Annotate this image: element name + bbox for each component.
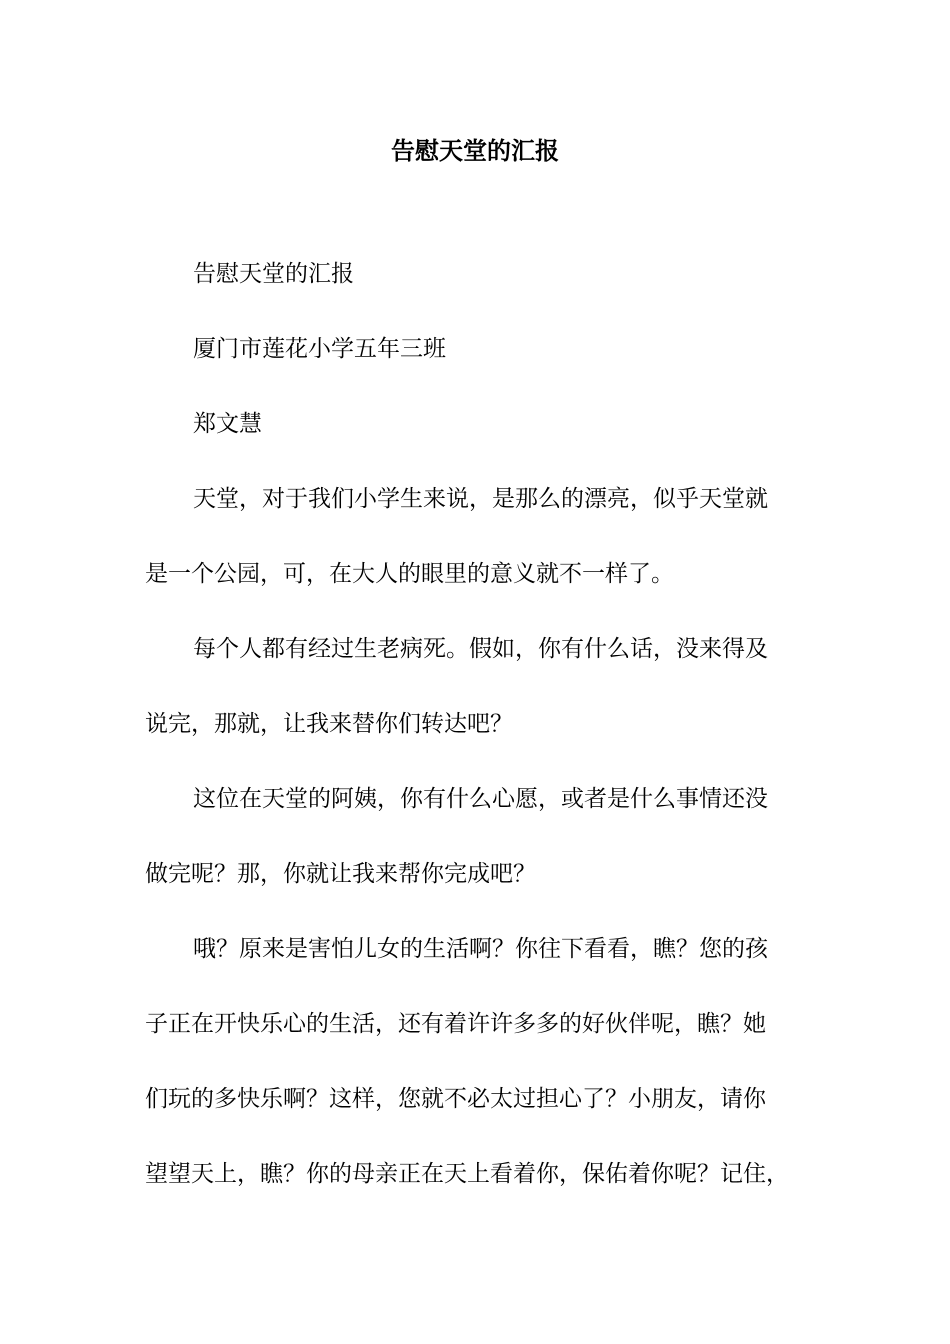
body-line: 子正在开快乐心的生活，还有着许许多多的好伙伴呢，瞧？她 [145, 1011, 766, 1037]
body-line-heading: 告慰天堂的汇报 [193, 261, 354, 287]
body-line: 们玩的多快乐啊？这样，您就不必太过担心了？小朋友，请你 [145, 1086, 766, 1112]
document-body [145, 256, 813, 1231]
body-line-school: 厦门市莲花小学五年三班 [193, 336, 446, 362]
body-line: 望望天上，瞧？你的母亲正在天上看着你，保佑着你呢？记住， [145, 1161, 789, 1187]
body-line: 说完，那就，让我来替你们转达吧？ [145, 711, 513, 737]
body-line: 这位在天堂的阿姨，你有什么心愿，或者是什么事情还没 [193, 786, 768, 812]
body-line: 哦？原来是害怕儿女的生活啊？你往下看看，瞧？您的孩 [193, 936, 768, 962]
body-line: 是一个公园，可，在大人的眼里的意义就不一样了。 [145, 561, 674, 587]
body-line: 天堂，对于我们小学生来说，是那么的漂亮，似乎天堂就 [193, 486, 768, 512]
body-line: 做完呢？那，你就让我来帮你完成吧？ [145, 861, 536, 887]
body-line-author: 郑文慧 [193, 411, 262, 437]
body-line: 每个人都有经过生老病死。假如，你有什么话，没来得及 [193, 636, 768, 662]
document-title: 告慰天堂的汇报 [391, 136, 559, 165]
